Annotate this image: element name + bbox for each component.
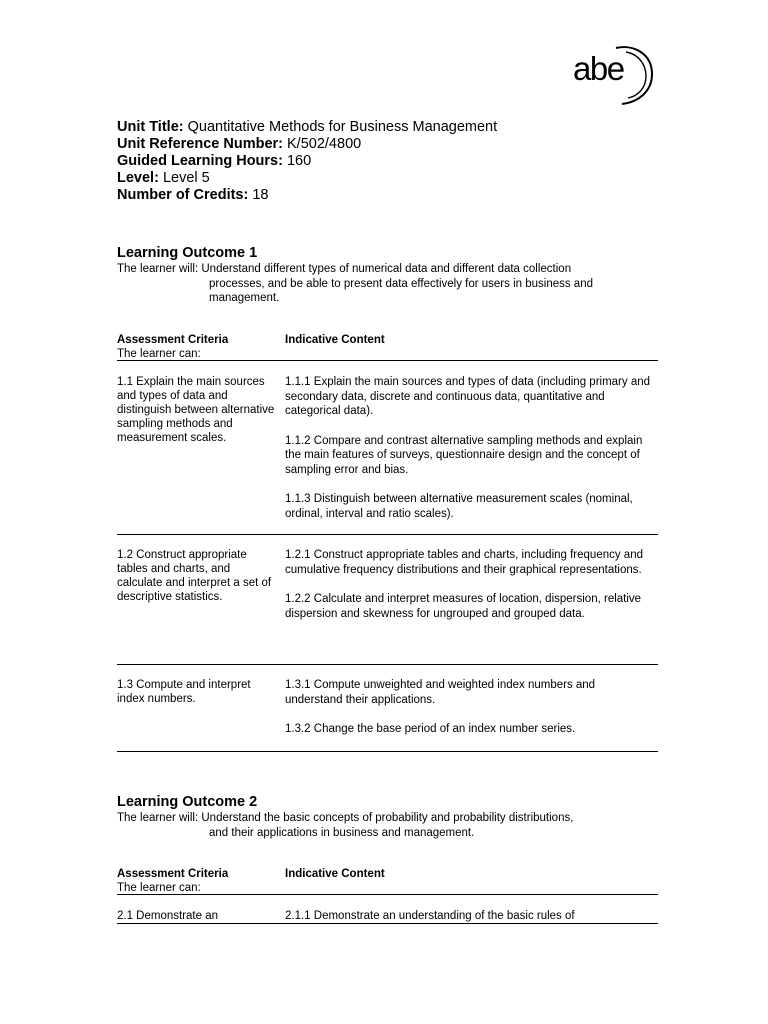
outcome-heading: Learning Outcome 1 (117, 245, 258, 261)
learning-outcome-2 (117, 794, 677, 840)
criterion-text: 1.1 Explain the main sources and types of data and distinguish between alternative sampling methods and measurement scales. (117, 376, 275, 444)
content-item: 1.1.3 Distinguish between alternative measurement scales (nominal, ordinal, interval and ratio scales). (285, 493, 633, 520)
column-header-content: Indicative Content (285, 334, 385, 346)
logo-text: abe (573, 50, 624, 87)
unit-credits: Number of Credits: 18 (117, 187, 269, 203)
table-row (117, 535, 658, 665)
outcome-description: The learner will: Understand the basic concepts of probability and probability distributions, and their applications in business and management. (117, 812, 574, 839)
learning-outcome-1 (117, 245, 677, 306)
outcome-heading: Learning Outcome 2 (117, 794, 258, 810)
content-cell (285, 909, 650, 924)
criteria-table-1 (117, 331, 658, 752)
unit-info (117, 119, 677, 204)
criterion-text: 2.1 Demonstrate an (117, 910, 219, 922)
unit-level: Level: Level 5 (117, 170, 210, 186)
outcome-description: The learner will: Understand different types of numerical data and different data collection processes, and be able to present data effectively for users in business and management. (117, 263, 593, 304)
content-cell (285, 548, 650, 621)
unit-reference: Unit Reference Number: K/502/4800 (117, 136, 362, 152)
content-item: 2.1.1 Demonstrate an understanding of the basic rules of (285, 910, 575, 922)
content-item: 1.1.2 Compare and contrast alternative sampling methods and explain the main features of surveys, questionnaire design and the concept of sampling error and bias. (285, 434, 643, 476)
content-item: 1.1.1 Explain the main sources and types of data (including primary and secondary data, discrete and continuous data, quantitative and categorical data). (285, 376, 651, 417)
unit-title: Unit Title: Quantitative Methods for Business Management (117, 119, 498, 135)
abe-logo (568, 44, 658, 108)
content-item: 1.2.2 Calculate and interpret measures of location, dispersion, relative dispersion and skewness for ungrouped and grouped data. (285, 593, 642, 620)
content-item: 1.3.2 Change the base period of an index number series. (285, 723, 576, 735)
content-item: 1.3.1 Compute unweighted and weighted index numbers and understand their applications. (285, 679, 596, 706)
column-header-content: Indicative Content (285, 868, 385, 880)
content-item: 1.2.1 Construct appropriate tables and charts, including frequency and cumulative frequency distributions and their graphical representations. (285, 549, 643, 576)
criterion-text: 1.2 Construct appropriate tables and charts, and calculate and interpret a set of descriptive statistics. (117, 549, 272, 603)
column-header-criteria: Assessment Criteria (117, 868, 229, 880)
table-row (117, 361, 658, 535)
content-cell (285, 375, 650, 521)
criterion-text: 1.3 Compute and interpret index numbers. (117, 679, 251, 705)
criteria-subheader: The learner can: (117, 882, 201, 894)
table-row (117, 895, 658, 924)
criteria-table-2 (117, 865, 658, 924)
criteria-subheader: The learner can: (117, 348, 201, 360)
table-header (117, 865, 658, 895)
column-header-criteria: Assessment Criteria (117, 334, 229, 346)
content-cell (285, 678, 650, 737)
table-header (117, 331, 658, 361)
table-row (117, 665, 658, 752)
guided-hours: Guided Learning Hours: 160 (117, 153, 312, 169)
